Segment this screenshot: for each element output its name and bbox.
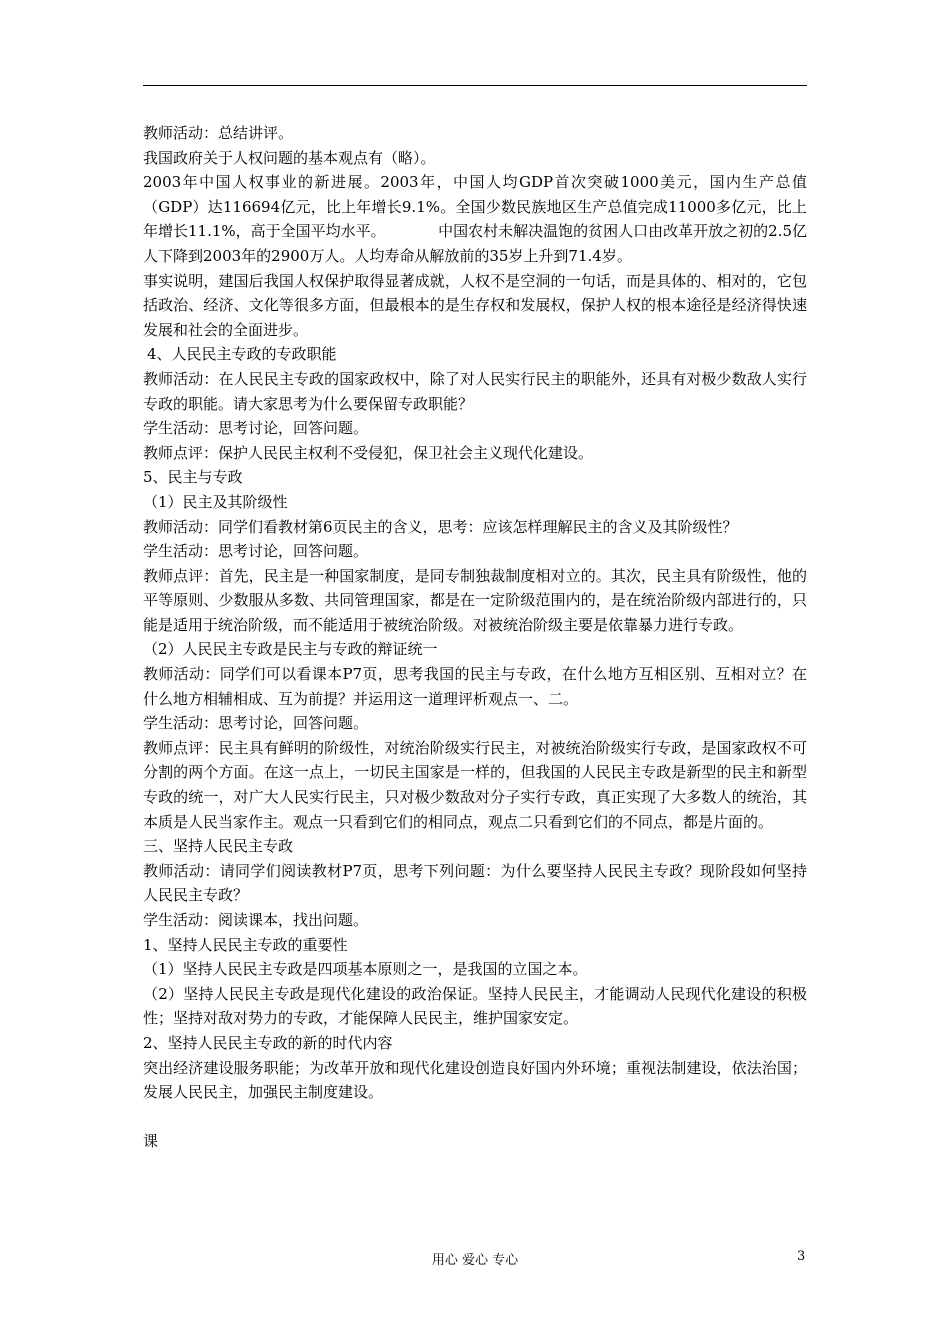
paragraph: 教师活动：请同学们阅读教材P7页，思考下列问题：为什么要坚持人民民主专政？现阶段如何坚持人民民主专政？ <box>143 861 807 905</box>
paragraph: 教师活动：在人民民主专政的国家政权中，除了对人民实行民主的职能外，还具有对极少数敌人实行专政的职能。请大家思考为什么要保留专政职能？ <box>143 369 807 413</box>
list-item: （1）坚持人民民主专政是四项基本原则之一，是我国的立国之本。 <box>143 960 588 979</box>
paragraph: 学生活动：思考讨论，回答问题。 <box>143 714 369 733</box>
paragraph: 事实说明，建国后我国人权保护取得显著成就，人权不是空洞的一句话，而是具体的、相对的，它包括政治、经济、文化等很多方面，但最根本的是生存权和发展权，保护人权的根本途径是经济得快速发展和社会的全面进步。 <box>143 271 807 339</box>
paragraph: 教师活动：总结讲评。 <box>143 124 294 142</box>
paragraph: 教师活动：同学们可以看课本P7页，思考我国的民主与专政，在什么地方互相区别、互相对立？在什么地方相辅相成、互为前提？并运用这一道理评析观点一、二。 <box>143 665 807 708</box>
section-heading: 5、民主与专政 <box>143 468 243 487</box>
subsection-heading: （2）人民民主专政是民主与专政的辩证统一 <box>143 640 438 659</box>
paragraph: 学生活动：思考讨论，回答问题。 <box>143 419 369 438</box>
header-rule <box>143 85 807 86</box>
paragraph: 教师点评：首先，民主是一种国家制度，是同专制独裁制度相对立的。其次，民主具有阶级性，他的平等原则、少数服从多数、共同管理国家，都是在一定阶级范围内的，是在统治阶级内部进行的，只能是适用于统治阶级，而不能适用于被统治阶级。对被统治阶级主要是依靠暴力进行专政。 <box>143 566 807 634</box>
section-heading: 4、人民民主专政的专政职能 <box>147 345 337 364</box>
page-number: 3 <box>797 1249 806 1264</box>
paragraph: 课 <box>143 1131 159 1150</box>
paragraph: 学生活动：思考讨论，回答问题。 <box>143 542 369 561</box>
list-item: （2）坚持人民民主专政是现代化建设的政治保证。坚持人民民主，才能调动人民现代化建设的积极性；坚持对敌对势力的专政，才能保障人民民主，维护国家安定。 <box>143 984 807 1028</box>
section-heading: 1、坚持人民民主专政的重要性 <box>143 935 348 954</box>
document-body <box>143 121 807 1153</box>
paragraph: 教师点评：保护人民民主权利不受侵犯，保卫社会主义现代化建设。 <box>143 443 594 462</box>
subsection-heading: （1）民主及其阶级性 <box>143 492 288 511</box>
spacer <box>143 1105 807 1129</box>
paragraph: 教师点评：民主具有鲜明的阶级性，对统治阶级实行民主，对被统治阶级实行专政，是国家政权不可分割的两个方面。在这一点上，一切民主国家是一样的，但我国的人民民主专政是新型的民主和新型专政的统一，对广大人民实行民主，只对极少数敌对分子实行专政，真正实现了大多数人的统治，其本质是人民当家作主。观点一只看到它们的相同点，观点二只看到它们的不同点，都是片面的。 <box>143 738 807 831</box>
paragraph: 教师活动：同学们看教材第6页民主的含义，思考：应该怎样理解民主的含义及其阶级性？ <box>143 517 738 536</box>
paragraph: 我国政府关于人权问题的基本观点有（略）。 <box>143 148 436 167</box>
section-heading: 三、坚持人民民主专政 <box>143 837 294 856</box>
paragraph: 2003年中国人权事业的新进展。2003年，中国人均GDP首次突破1000美元，国内生产总值（GDP）达116694亿元，比上年增长9.1%。全国少数民族地区生产总值完成11000多亿元，比上年增长11.1%，高于全国平均水平。 中国农村未解决温饱的贫困人口由改革开放之初的2.5亿人下降到2003年的2900万人。人均寿命从解放前的35岁上升到71.4岁。 <box>143 173 808 265</box>
footer-slogan: 用心 爱心 专心 <box>431 1253 519 1268</box>
paragraph: 突出经济建设服务职能；为改革开放和现代化建设创造良好国内外环境；重视法制建设，依法治国；发展人民民主，加强民主制度建设。 <box>143 1058 807 1102</box>
paragraph: 学生活动：阅读课本，找出问题。 <box>143 911 369 929</box>
section-heading: 2、坚持人民民主专政的新的时代内容 <box>143 1033 393 1052</box>
